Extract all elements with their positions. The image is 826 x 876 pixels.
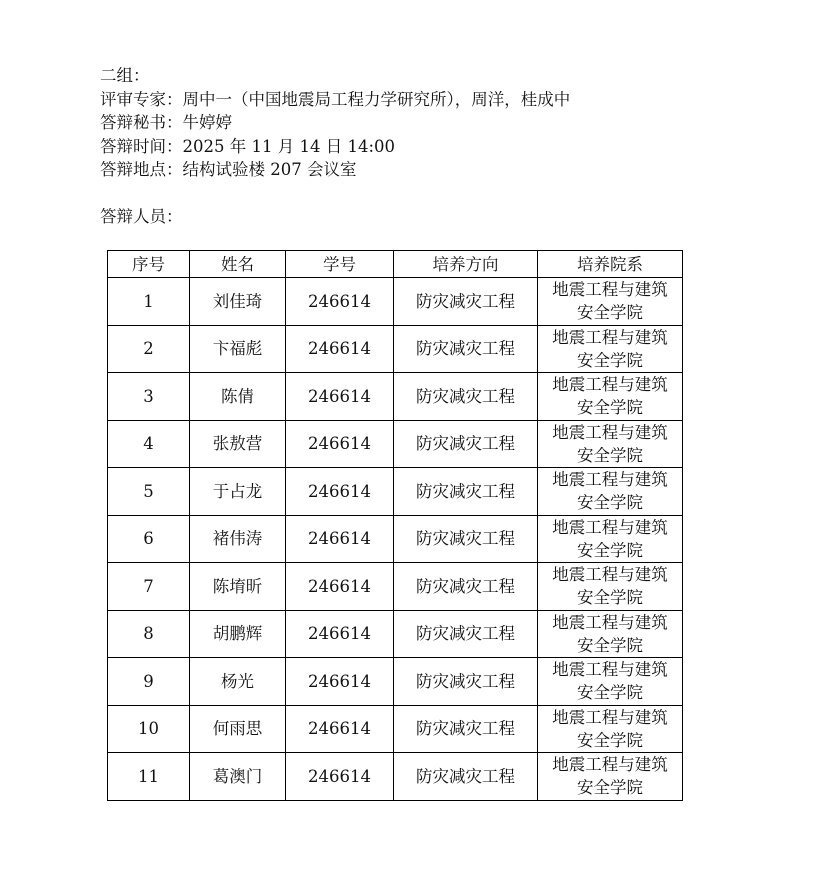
header-cell-number: 序号: [108, 251, 190, 278]
department-line-1: 地震工程与建筑: [552, 707, 668, 727]
cell-department: [538, 658, 683, 706]
cell-department: [538, 373, 683, 421]
cell-name: 葛澳门: [190, 753, 286, 801]
table-row: [108, 658, 683, 706]
table-row: [108, 515, 683, 563]
department-line-1: 地震工程与建筑: [552, 470, 668, 490]
cell-department: [538, 610, 683, 658]
cell-department: [538, 753, 683, 801]
table-row: [108, 420, 683, 468]
cell-direction: 防灾减灾工程: [394, 610, 538, 658]
department-line-2: 安全学院: [577, 778, 643, 798]
cell-student-id: 246614: [286, 278, 394, 326]
cell-name: 于占龙: [190, 468, 286, 516]
table-row: [108, 373, 683, 421]
department-line-1: 地震工程与建筑: [552, 280, 668, 300]
cell-name: 褚伟涛: [190, 515, 286, 563]
department-line-1: 地震工程与建筑: [552, 375, 668, 395]
header-cell-direction: 培养方向: [394, 251, 538, 278]
cell-name: 陈堉昕: [190, 563, 286, 611]
department-line-1: 地震工程与建筑: [552, 755, 668, 775]
cell-department: [538, 705, 683, 753]
cell-direction: 防灾减灾工程: [394, 468, 538, 516]
header-cell-department: 培养院系: [538, 251, 683, 278]
group-heading: 二组：: [100, 66, 150, 85]
table-row: [108, 753, 683, 801]
cell-department: [538, 325, 683, 373]
attendees-label: 答辩人员：: [100, 207, 183, 226]
cell-direction: 防灾减灾工程: [394, 325, 538, 373]
cell-number: 7: [108, 563, 190, 611]
cell-department: [538, 278, 683, 326]
department-line-1: 地震工程与建筑: [552, 612, 668, 632]
cell-number: 1: [108, 278, 190, 326]
department-line-1: 地震工程与建筑: [552, 565, 668, 585]
cell-direction: 防灾减灾工程: [394, 705, 538, 753]
cell-student-id: 246614: [286, 658, 394, 706]
cell-direction: 防灾减灾工程: [394, 515, 538, 563]
cell-name: 张敖营: [190, 420, 286, 468]
cell-student-id: 246614: [286, 563, 394, 611]
header-cell-name: 姓名: [190, 251, 286, 278]
cell-department: [538, 515, 683, 563]
cell-name: 杨光: [190, 658, 286, 706]
department-line-2: 安全学院: [577, 398, 643, 418]
cell-name: 刘佳琦: [190, 278, 286, 326]
cell-department: [538, 420, 683, 468]
cell-student-id: 246614: [286, 420, 394, 468]
cell-name: 何雨思: [190, 705, 286, 753]
cell-student-id: 246614: [286, 610, 394, 658]
defense-info-block: [100, 64, 570, 229]
secretary-line: 答辩秘书：牛婷婷: [100, 113, 232, 132]
table-row: [108, 468, 683, 516]
department-line-1: 地震工程与建筑: [552, 517, 668, 537]
department-line-2: 安全学院: [577, 730, 643, 750]
cell-number: 10: [108, 705, 190, 753]
department-line-2: 安全学院: [577, 635, 643, 655]
department-line-2: 安全学院: [577, 303, 643, 323]
cell-name: 胡鹏辉: [190, 610, 286, 658]
department-line-2: 安全学院: [577, 683, 643, 703]
time-line: 答辩时间：2025 年 11 月 14 日 14:00: [100, 136, 396, 156]
cell-direction: 防灾减灾工程: [394, 563, 538, 611]
cell-student-id: 246614: [286, 468, 394, 516]
header-cell-student-id: 学号: [286, 251, 394, 278]
department-line-1: 地震工程与建筑: [552, 660, 668, 680]
cell-number: 2: [108, 325, 190, 373]
department-line-2: 安全学院: [577, 540, 643, 560]
cell-student-id: 246614: [286, 325, 394, 373]
cell-direction: 防灾减灾工程: [394, 420, 538, 468]
cell-number: 8: [108, 610, 190, 658]
table-row: [108, 278, 683, 326]
cell-department: [538, 563, 683, 611]
cell-number: 11: [108, 753, 190, 801]
table-row: [108, 563, 683, 611]
cell-student-id: 246614: [286, 373, 394, 421]
location-line: 答辩地点：结构试验楼 207 会议室: [100, 160, 357, 179]
cell-direction: 防灾减灾工程: [394, 658, 538, 706]
department-line-2: 安全学院: [577, 588, 643, 608]
table-row: [108, 705, 683, 753]
spacer: [100, 182, 570, 206]
department-line-1: 地震工程与建筑: [552, 422, 668, 442]
cell-direction: 防灾减灾工程: [394, 278, 538, 326]
experts-line: 评审专家：周中一（中国地震局工程力学研究所），周洋，桂成中: [100, 89, 571, 109]
cell-name: 卞福彪: [190, 325, 286, 373]
cell-number: 5: [108, 468, 190, 516]
cell-student-id: 246614: [286, 705, 394, 753]
department-line-2: 安全学院: [577, 350, 643, 370]
cell-number: 3: [108, 373, 190, 421]
department-line-1: 地震工程与建筑: [552, 327, 668, 347]
cell-number: 6: [108, 515, 190, 563]
cell-department: [538, 468, 683, 516]
department-line-2: 安全学院: [577, 493, 643, 513]
table-row: [108, 325, 683, 373]
department-line-2: 安全学院: [577, 445, 643, 465]
cell-number: 9: [108, 658, 190, 706]
cell-student-id: 246614: [286, 515, 394, 563]
cell-direction: 防灾减灾工程: [394, 753, 538, 801]
cell-direction: 防灾减灾工程: [394, 373, 538, 421]
cell-student-id: 246614: [286, 753, 394, 801]
table-header-row: [108, 251, 683, 278]
cell-name: 陈倩: [190, 373, 286, 421]
attendee-table: [107, 250, 683, 801]
table-row: [108, 610, 683, 658]
cell-number: 4: [108, 420, 190, 468]
